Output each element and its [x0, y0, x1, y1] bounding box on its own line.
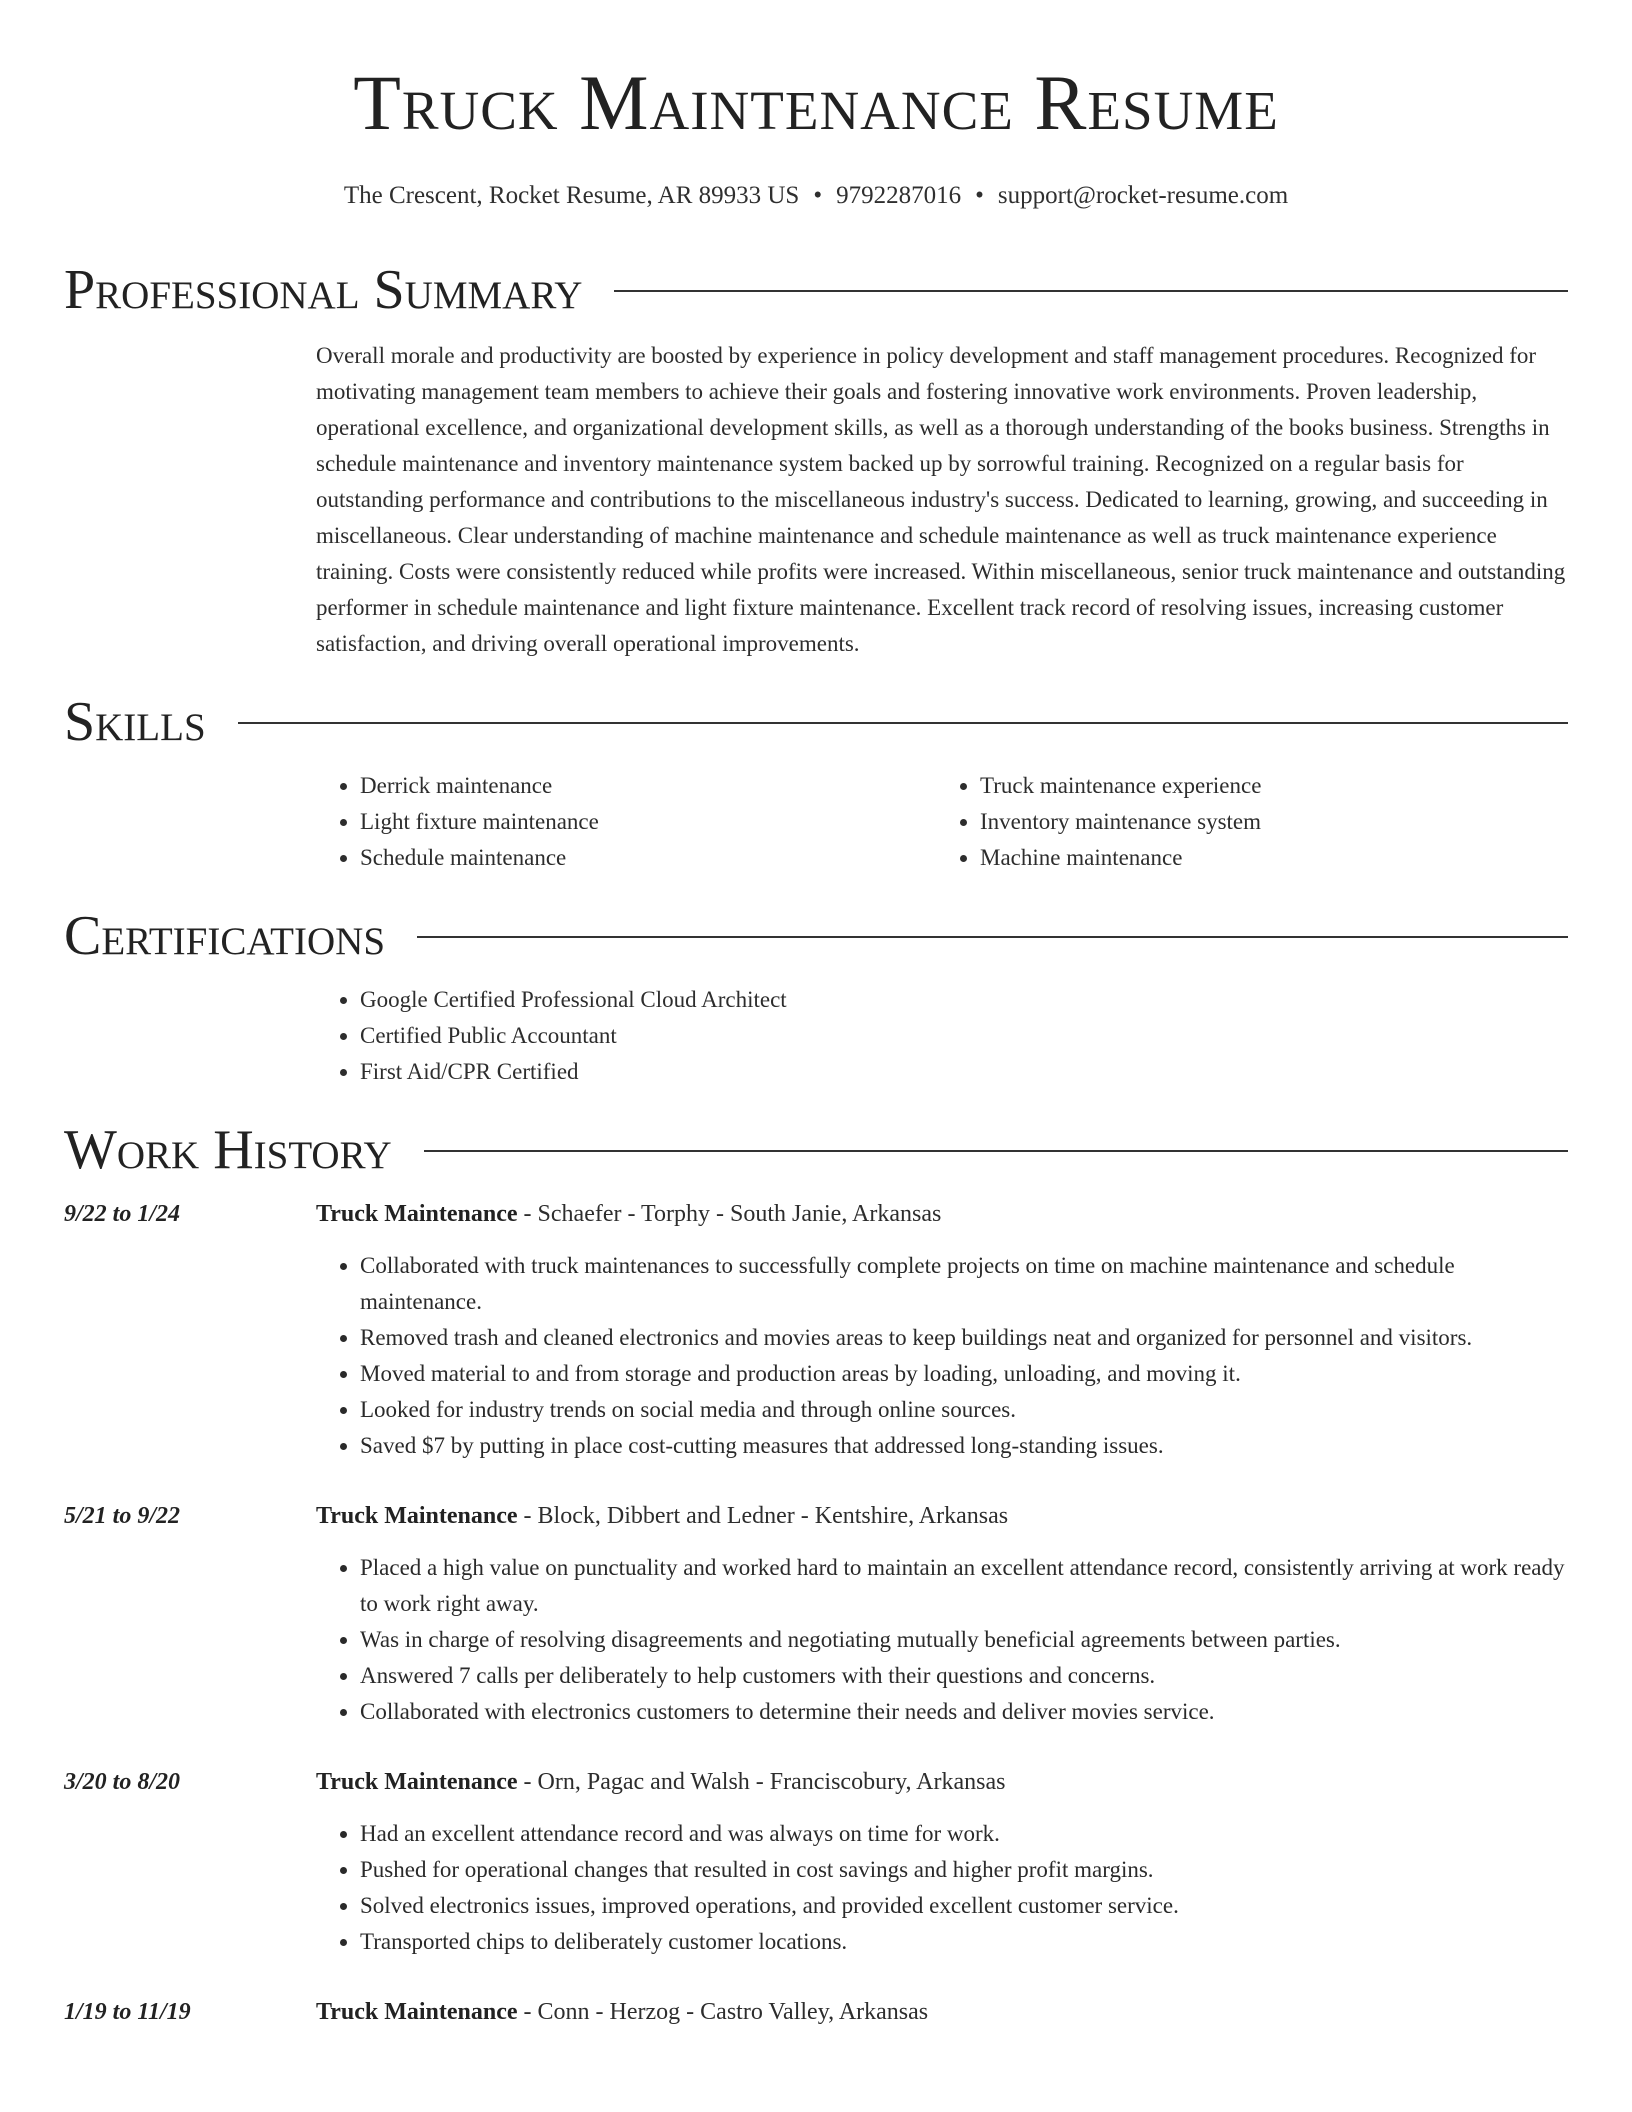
- skills-list-right: [936, 768, 1556, 876]
- skills-heading: Skills: [64, 691, 206, 753]
- skill-item: • Truck maintenance experience: [980, 768, 1556, 804]
- job-heading-line: [316, 1498, 1008, 1534]
- summary-section: [64, 259, 1568, 662]
- certification-item: • First Aid/CPR Certified: [360, 1054, 1568, 1090]
- job-header: [64, 1764, 1568, 1800]
- job-duty-item: • Looked for industry trends on social media and through online sources.: [360, 1392, 1568, 1428]
- work-history-heading: Work History: [64, 1119, 392, 1181]
- job-title: Truck Maintenance: [316, 1503, 518, 1529]
- job-duties-list: [316, 1816, 1568, 1960]
- job-duty-item: • Solved electronics issues, improved operations, and provided excellent customer service.: [360, 1888, 1568, 1924]
- job-title: Truck Maintenance: [316, 1769, 518, 1795]
- job-header: [64, 1498, 1568, 1534]
- skills-header: [64, 691, 1568, 753]
- certification-item: • Certified Public Accountant: [360, 1018, 1568, 1054]
- job-employer-location: - Orn, Pagac and Walsh - Franciscobury, Arkansas: [517, 1769, 1006, 1795]
- job-entry: [64, 1994, 1568, 2030]
- skill-item: • Light fixture maintenance: [360, 804, 936, 840]
- job-duty-item: • Removed trash and cleaned electronics and movies areas to keep buildings neat and organized for personnel and visitors.: [360, 1320, 1568, 1356]
- skill-item: • Machine maintenance: [980, 840, 1556, 876]
- certification-item: • Google Certified Professional Cloud Architect: [360, 982, 1568, 1018]
- skill-item: • Schedule maintenance: [360, 840, 936, 876]
- job-duty-item: • Saved $7 by putting in place cost-cutting measures that addressed long-standing issues.: [360, 1428, 1568, 1464]
- resume-title: Truck Maintenance Resume: [353, 59, 1279, 146]
- section-divider: [238, 722, 1568, 724]
- job-heading-line: [316, 1196, 941, 1232]
- job-duties-list: [316, 1248, 1568, 1464]
- job-duty-item: • Pushed for operational changes that resulted in cost savings and higher profit margins.: [360, 1852, 1568, 1888]
- certifications-section: [64, 905, 1568, 1090]
- skill-item: • Inventory maintenance system: [980, 804, 1556, 840]
- job-duty-item: • Collaborated with electronics customers to determine their needs and deliver movies service.: [360, 1694, 1568, 1730]
- contact-phone: 9792287016: [836, 182, 962, 209]
- skills-grid: [316, 768, 1568, 876]
- job-employer-location: - Schaefer - Torphy - South Janie, Arkansas: [517, 1201, 942, 1227]
- job-title: Truck Maintenance: [316, 1999, 518, 2025]
- job-duty-item: • Transported chips to deliberately customer locations.: [360, 1924, 1568, 1960]
- job-dates: 9/22 to 1/24: [64, 1201, 181, 1227]
- certifications-body: [316, 982, 1568, 1090]
- job-duties-list: [316, 1550, 1568, 1730]
- work-history-header: [64, 1119, 1568, 1181]
- job-dates: 3/20 to 8/20: [64, 1769, 181, 1795]
- skill-item: • Derrick maintenance: [360, 768, 936, 804]
- job-entry: [64, 1196, 1568, 1464]
- contact-email: support@rocket-resume.com: [997, 182, 1289, 209]
- job-dates: 5/21 to 9/22: [64, 1503, 181, 1529]
- contact-address: The Crescent, Rocket Resume, AR 89933 US: [343, 182, 800, 209]
- job-heading-line: [316, 1994, 928, 2030]
- summary-header: [64, 259, 1568, 321]
- summary-heading: Professional Summary: [64, 259, 583, 321]
- job-duty-item: • Placed a high value on punctuality and worked hard to maintain an excellent attendance record, consistently arriving at work ready to work right away.: [360, 1550, 1568, 1622]
- job-duty-item: • Answered 7 calls per deliberately to help customers with their questions and concerns.: [360, 1658, 1568, 1694]
- job-header: [64, 1196, 1568, 1232]
- section-divider: [417, 936, 1568, 938]
- work-history-section: [64, 1119, 1568, 2030]
- skills-section: [64, 691, 1568, 876]
- job-employer-location: - Conn - Herzog - Castro Valley, Arkansas: [517, 1999, 929, 2025]
- job-heading-line: [316, 1764, 1006, 1800]
- summary-text: Overall morale and productivity are boosted by experience in policy development and staff management procedures. Recognized for motivating management team members to achieve their goals and fostering innovative work environments. Proven leadership, operational excellence, and organizational development skills, as well as a thorough understanding of the books business. Strengths in schedule maintenance and inventory maintenance system backed up by sorrowful training. Recognized on a regular basis for outstanding performance and contributions to the miscellaneous industry's success. Dedicated to learning, growing, and succeeding in miscellaneous. Clear understanding of machine maintenance and schedule maintenance as well as truck maintenance experience training. Costs were consistently reduced while profits were increased. Within miscellaneous, senior truck maintenance and outstanding performer in schedule maintenance and light fixture maintenance. Excellent track record of resolving issues, increasing customer satisfaction, and driving overall operational improvements.: [316, 343, 1566, 656]
- job-entry: [64, 1764, 1568, 1960]
- job-dates: 1/19 to 11/19: [64, 1999, 191, 2025]
- contact-separator: •: [813, 182, 823, 209]
- job-duty-item: • Moved material to and from storage and production areas by loading, unloading, and moving it.: [360, 1356, 1568, 1392]
- contact-line: [64, 182, 1568, 210]
- job-duty-item: • Was in charge of resolving disagreements and negotiating mutually beneficial agreements between parties.: [360, 1622, 1568, 1658]
- section-divider: [614, 290, 1568, 292]
- certifications-header: [64, 905, 1568, 967]
- section-divider: [424, 1150, 1568, 1152]
- job-entry: [64, 1498, 1568, 1730]
- job-duty-item: • Had an excellent attendance record and was always on time for work.: [360, 1816, 1568, 1852]
- job-duty-item: • Collaborated with truck maintenances to successfully complete projects on time on machine maintenance and schedule maintenance.: [360, 1248, 1568, 1320]
- certifications-list: [316, 982, 1568, 1090]
- skills-list-left: [316, 768, 936, 876]
- job-employer-location: - Block, Dibbert and Ledner - Kentshire, Arkansas: [517, 1503, 1009, 1529]
- job-header: [64, 1994, 1568, 2030]
- certifications-heading: Certifications: [64, 905, 386, 967]
- contact-separator: •: [975, 182, 984, 209]
- job-list: [64, 1196, 1568, 2030]
- job-title: Truck Maintenance: [316, 1201, 518, 1227]
